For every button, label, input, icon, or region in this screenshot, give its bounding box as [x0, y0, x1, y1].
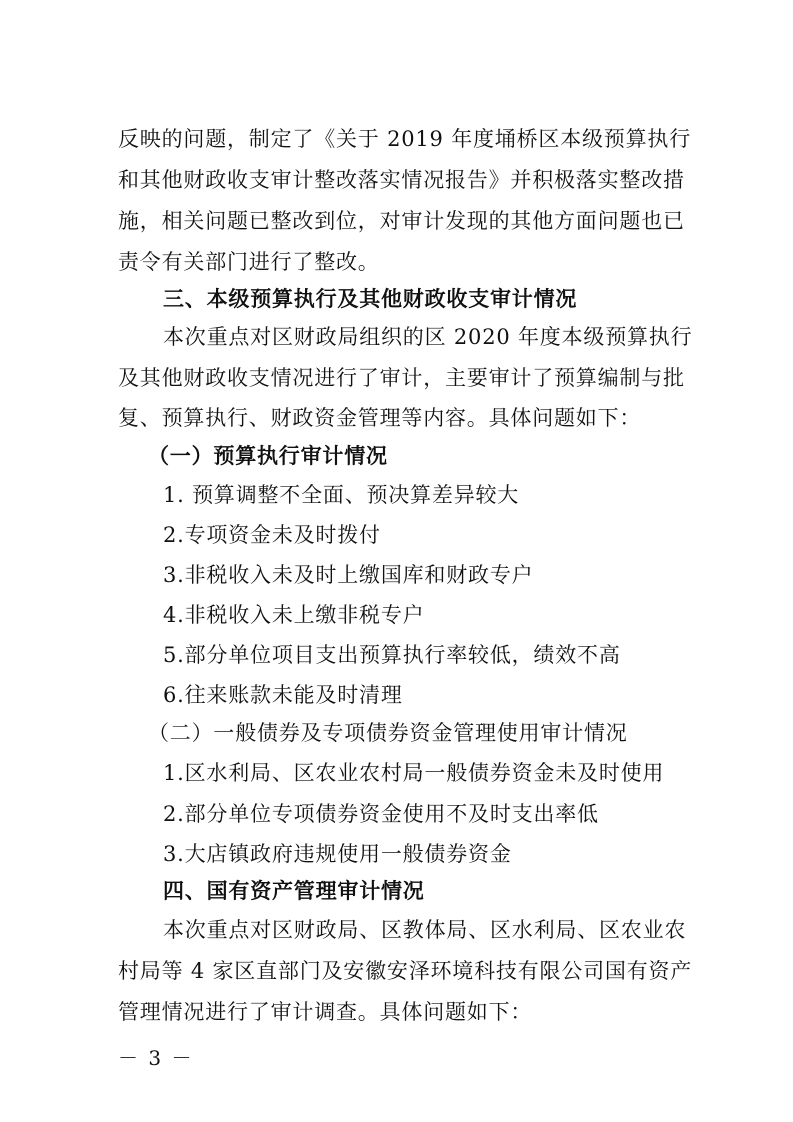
sub1-item-4: 4.非税收入未上缴非税专户	[163, 603, 425, 627]
sub1-item-3: 3.非税收入未及时上缴国库和财政专户	[163, 563, 534, 587]
sub2-item-2: 2.部分单位专项债券资金使用不及时支出率低	[163, 802, 599, 826]
sub1-item-1: 1. 预算调整不全面、预决算差异较大	[163, 483, 520, 507]
section-3-para-line-3: 复、预算执行、财政资金管理等内容。具体问题如下：	[118, 406, 642, 430]
sub2-item-3: 3.大店镇政府违规使用一般债券资金	[163, 842, 512, 866]
body-line-3: 施，相关问题已整改到位，对审计发现的其他方面问题也已	[118, 209, 685, 233]
sub1-item-5: 5.部分单位项目支出预算执行率较低，绩效不高	[163, 643, 621, 667]
section-4-para-line-1: 本次重点对区财政局、区教体局、区水利局、区农业农	[163, 918, 687, 942]
subsection-1-heading: （一）预算执行审计情况	[148, 443, 388, 468]
section-4-heading: 四、国有资产管理审计情况	[163, 879, 425, 903]
body-line-2: 和其他财政收支审计整改落实情况报告》并积极落实整改措	[118, 168, 685, 192]
sub1-item-2: 2.专项资金未及时拨付	[163, 523, 381, 547]
body-line-4: 责令有关部门进行了整改。	[118, 250, 380, 274]
section-4-para-line-3: 管理情况进行了审计调查。具体问题如下：	[118, 1000, 533, 1024]
section-3-para-line-1: 本次重点对区财政局组织的区 2020 年度本级预算执行	[163, 325, 693, 349]
section-3-para-line-2: 及其他财政收支情况进行了审计，主要审计了预算编制与批	[118, 366, 685, 390]
body-line-1: 反映的问题，制定了《关于 2019 年度埇桥区本级预算执行	[118, 127, 691, 151]
page-number: － 3 －	[118, 1046, 194, 1070]
sub2-item-1: 1.区水利局、区农业农村局一般债券资金未及时使用	[163, 761, 665, 785]
sub1-item-6: 6.往来账款未能及时清理	[163, 683, 403, 707]
section-3-heading: 三、本级预算执行及其他财政收支审计情况	[163, 287, 578, 311]
subsection-2-heading: （二）一般债券及专项债券资金管理使用审计情况	[148, 721, 628, 745]
section-4-para-line-2: 村局等 4 家区直部门及安徽安泽环境科技有限公司国有资产	[118, 959, 693, 983]
